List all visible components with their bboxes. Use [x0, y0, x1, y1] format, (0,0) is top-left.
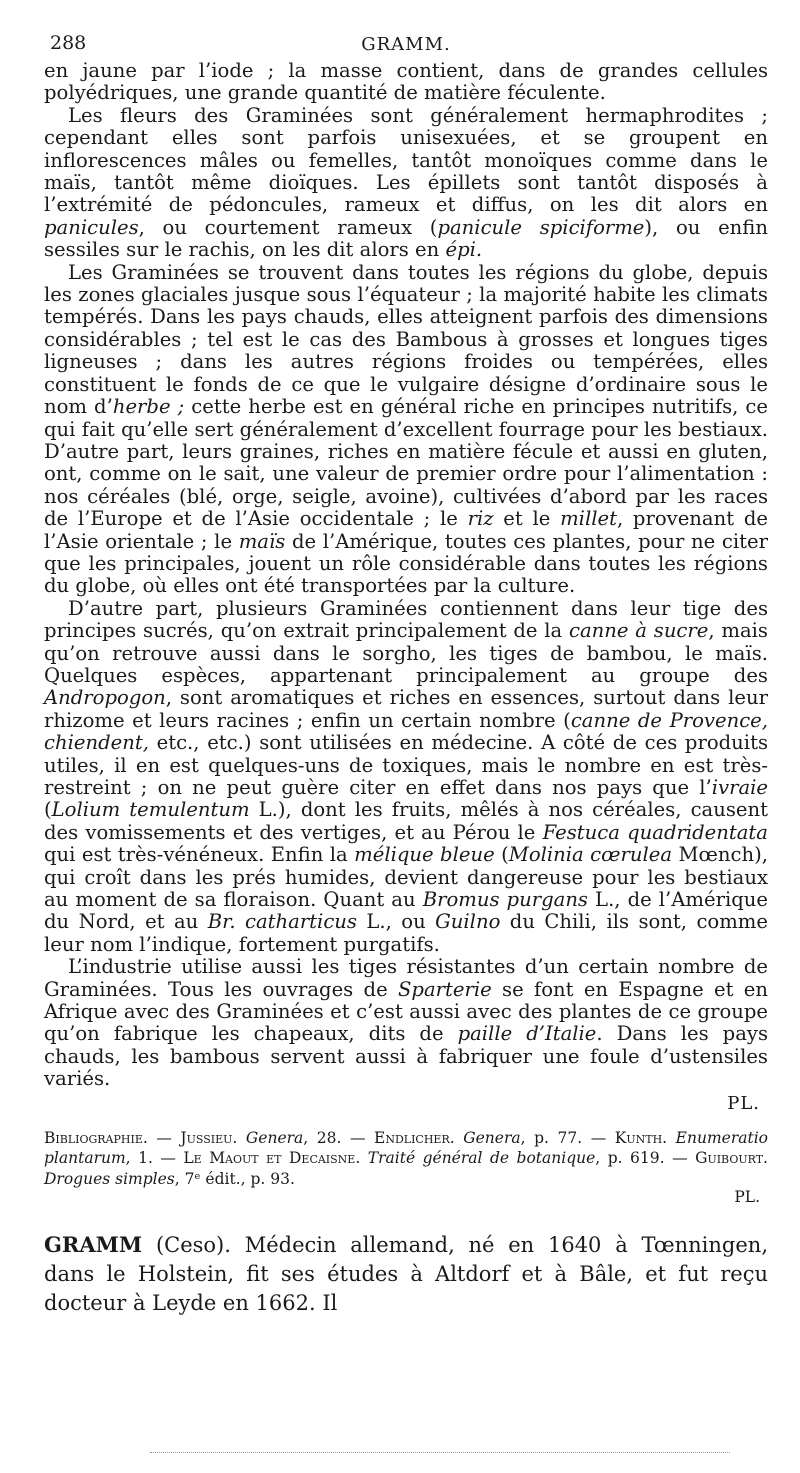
italic-text: Guilno: [435, 910, 501, 934]
paragraph: [44, 262, 768, 598]
italic-text: Genera: [245, 1128, 304, 1147]
text-run: se font en Espagne et en Afrique avec des Graminées et c’est aussi avec des plantes de ce groupe qu’on fabrique les chapeaux, dits de: [44, 977, 768, 1046]
text-run: , 1. —: [125, 1149, 184, 1168]
text-run: [237, 1129, 246, 1147]
text-run: [360, 1149, 368, 1167]
text-run: , sont aromatiques et riches en essences, surtout dans leur rhizome et leurs racines ; enfin un certain nombre (: [44, 686, 768, 732]
text-run: , p. 77. —: [520, 1128, 615, 1147]
next-entry: [44, 1230, 768, 1318]
entry-headword: GRAMM: [44, 1232, 143, 1258]
italic-text: riz: [467, 507, 494, 531]
text-run: L’industrie utilise aussi les tiges résistantes d’un certain nombre de Graminées. Tous les ouvrages de: [44, 955, 768, 1001]
text-run: , ou courtement rameux (: [138, 215, 438, 239]
italic-text: herbe ;: [112, 395, 185, 419]
italic-text: mélique bleue: [354, 843, 495, 867]
italic-text: Bromus purgans: [422, 888, 588, 912]
text-run: (: [44, 798, 52, 822]
small-caps-text: Bibliographie.: [44, 1128, 148, 1147]
page-number: 288: [50, 32, 87, 54]
text-run: et le: [493, 507, 561, 531]
signature: PL.: [727, 1092, 760, 1114]
bibliography-signature: PL.: [734, 1188, 760, 1207]
small-caps-text: Jussieu.: [180, 1128, 238, 1147]
page-content: [44, 30, 768, 1318]
text-run: L., de l’Amérique du Nord, et au: [44, 888, 768, 934]
entry-text: (Ceso). Médecin allemand, né en 1640 à Tœnningen, dans le Holstein, fit ses études à Altdorf et à Bâle, et fut reçu docteur à Leyde en 1662. Il: [44, 1233, 768, 1316]
small-caps-text: Endlicher.: [374, 1128, 455, 1147]
italic-text: Sparterie: [397, 977, 492, 1001]
running-title: GRAMM.: [361, 34, 451, 55]
paragraph: [44, 60, 768, 105]
text-run: , 7ᵉ édit., p. 93.: [174, 1169, 295, 1188]
page-header: [44, 30, 768, 60]
italic-text: canne de Provence, chiendent,: [44, 708, 768, 755]
text-run: —: [147, 1128, 181, 1147]
text-run: Les fleurs des Graminées sont généralement hermaphrodites ; cependant elles sont parfois unisexuées, et se groupent en inflorescences mâles ou femelles, tantôt monoïques comme dans le maïs, tantôt même dioïques. Les épillets sont tantôt disposés à l’extrémité de pédoncules, rameux et diffus, on les dit alors en: [44, 103, 768, 217]
italic-text: ivraie: [711, 776, 768, 799]
text-run: D’autre part, plusieurs Graminées contiennent dans leur tige des principes sucrés, qu’on extrait principalement de la: [44, 596, 768, 643]
paragraph: [44, 956, 768, 1090]
text-run: qui est très-vénéneux. Enfin la: [44, 843, 355, 867]
text-run: . Dans les pays chauds, les bambous servent aussi à fabriquer une foule d’ustensiles variés.: [44, 1022, 769, 1091]
bibliography: [44, 1128, 768, 1190]
page-bottom-rule: [150, 1452, 730, 1453]
text-run: , p. 619. —: [595, 1149, 696, 1168]
italic-text: maïs: [238, 529, 286, 553]
text-run: , 28. —: [303, 1128, 375, 1147]
text-run: (: [494, 843, 509, 867]
italic-text: Molinia cœrulea: [508, 843, 673, 867]
text-run: de l’Amérique, toutes ces plantes, pour ne citer que les principales, jouent un rôle considérable dans toutes les régions du globe, où elles ont été transportées par la culture.: [44, 529, 768, 598]
paragraph: [44, 598, 768, 957]
text-run: , mais qu’on retrouve aussi dans le sorgho, les tiges de bambou, le maïs. Quelques espèces, appartenant principalement au groupe des: [44, 619, 768, 687]
italic-text: paille d’Italie: [457, 1022, 597, 1046]
small-caps-text: Le Maout et Decaisne.: [183, 1149, 361, 1168]
text-run: cette herbe est en général riche en principes nutritifs, ce qui fait qu’elle sert généralement d’excellent fourrage pour les bestiaux. D’autre part, leurs graines, riches en matière fécule et aussi en gluten, ont, comme on le sait, une valeur de premier ordre pour l’alimentation : nos céréales (blé, orge, seigle, avoine), cultivées d’abord par les races de l’Europe et de l’Asie occidentale ; le: [44, 395, 768, 531]
italic-text: millet: [560, 507, 617, 531]
text-run: du Chili, ils sont, comme leur nom l’indique, fortement purgatifs.: [44, 910, 768, 956]
text-run: etc., etc.) sont utilisées en médecine. A côté de ces produits utiles, il en est quelques-uns de toxiques, mais le nombre en est très-restreint ; on ne peut guère citer en effet dans nos pays que l’: [44, 731, 768, 799]
text-run: Les Graminées se trouvent dans toutes les régions du globe, depuis les zones glaciales jusque sous l’équateur ; la majorité habite les climats tempérés. Dans les pays chauds, elles atteignent parfois des dimensions considérables ; tel est le cas des Bambous à grosses et longues tiges ligneuses ; dans les autres régions froides ou tempérées, elles constituent le fonds de ce que le vulgaire désigne d’ordinaire sous le nom d’: [44, 260, 768, 419]
italic-text: Enumeratio plantarum: [44, 1128, 768, 1168]
text-run: L., ou: [356, 910, 436, 934]
small-caps-text: Kunth.: [614, 1128, 668, 1147]
text-run: ), ou enfin sessiles sur le rachis, on les dit alors en: [44, 215, 768, 262]
italic-text: panicules: [44, 215, 139, 239]
italic-text: Traité général de botanique: [367, 1149, 596, 1168]
text-run: , provenant de l’Asie orientale ; le: [44, 507, 768, 553]
italic-text: Drogues simples: [44, 1169, 175, 1188]
text-run: L.), dont les fruits, mêlés à nos céréales, causent des vomissements et des vertiges, et au Pérou le: [44, 798, 768, 844]
italic-text: Br. catharticus: [207, 910, 357, 934]
article-body: [44, 60, 768, 1091]
small-caps-text: Guibourt.: [695, 1149, 768, 1168]
italic-text: épi.: [445, 238, 483, 262]
italic-text: panicule spiciforme: [437, 215, 645, 239]
italic-text: Genera: [463, 1128, 521, 1147]
text-run: [455, 1129, 464, 1147]
text-run: [667, 1129, 676, 1147]
paragraph: [44, 105, 768, 262]
italic-text: Lolium temulentum: [51, 798, 250, 822]
italic-text: Festuca quadridentata: [542, 820, 768, 844]
text-run: en jaune par l’iode ; la masse contient, dans de grandes cellules polyédriques, une grande quantité de matière féculente.: [44, 59, 768, 105]
text-run: Mœnch), qui croît dans les prés humides, devient dangereuse pour les bestiaux au moment de sa floraison. Quant au: [44, 843, 768, 912]
italic-text: canne à sucre: [569, 619, 709, 643]
italic-text: Andropogon: [44, 686, 166, 710]
